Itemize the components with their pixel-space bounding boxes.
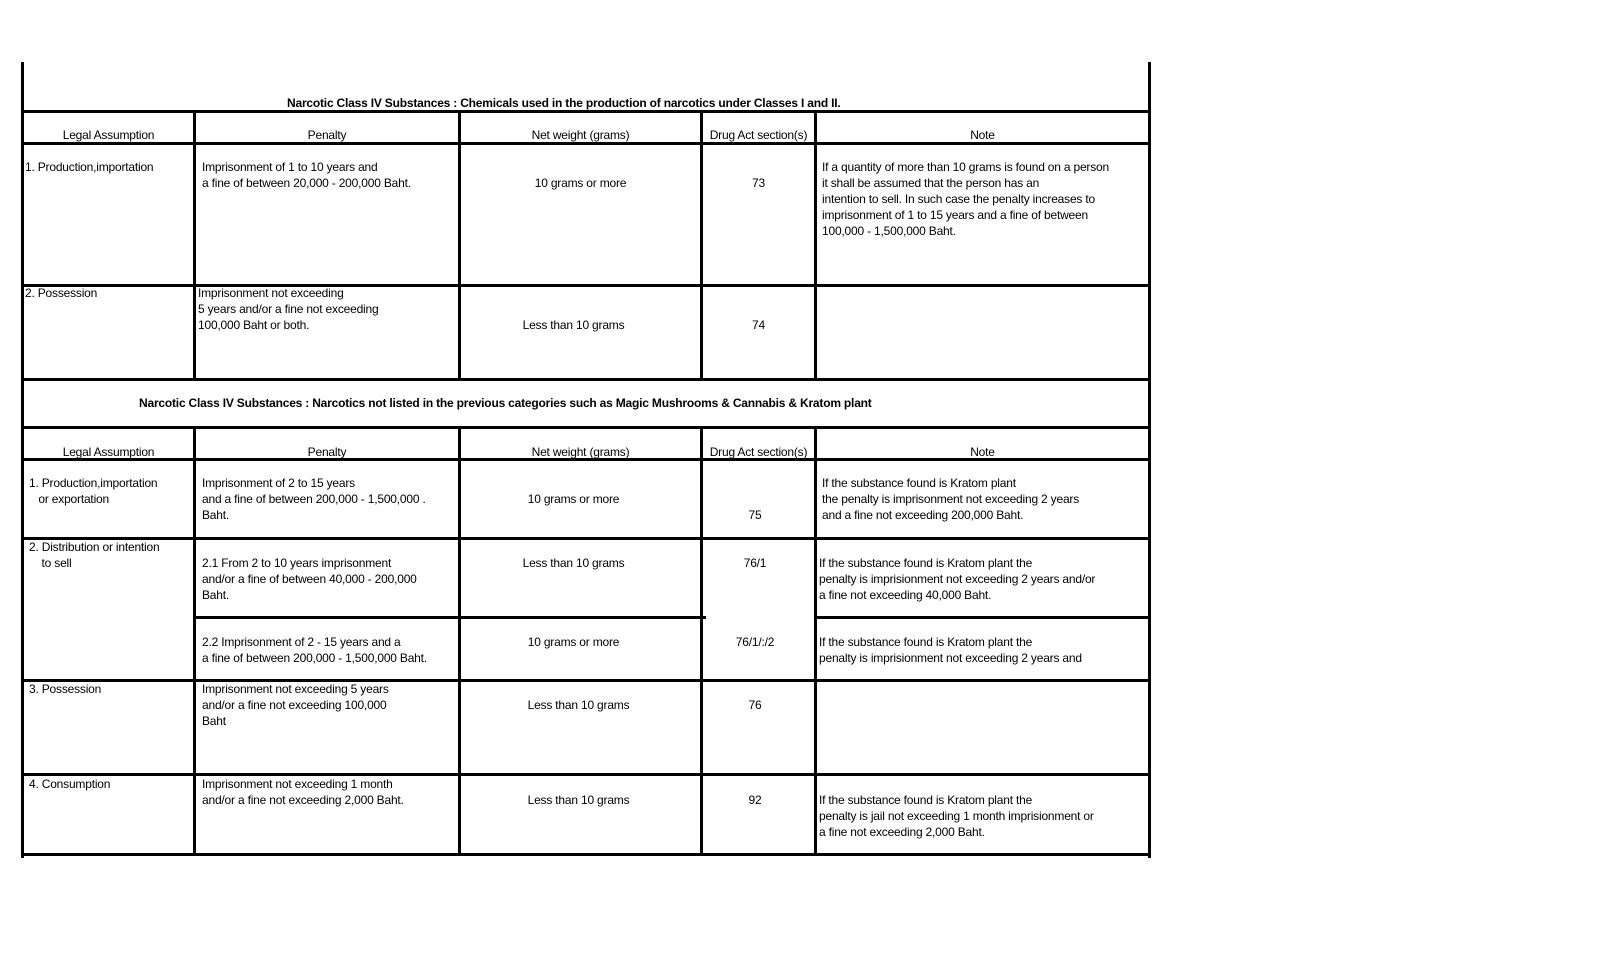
row-divider — [21, 773, 1151, 776]
column-divider — [814, 426, 817, 856]
header-drug-act-section: Drug Act section(s) — [709, 445, 808, 459]
penalty-cell: Imprisonment not exceeding 5 years and/or a fine not exceeding 100,000 Baht or both. — [198, 286, 379, 332]
column-divider — [814, 110, 817, 380]
column-divider — [700, 110, 703, 380]
net-weight-cell: Less than 10 grams — [527, 698, 630, 712]
header-penalty: Penalty — [307, 128, 347, 142]
row-divider — [21, 679, 1151, 682]
note-cell: If the substance found is Kratom plant the penalty is imprisionment not exceeding 2 years and — [819, 635, 1082, 665]
legal-assumption-cell: 1. Production,importation — [25, 160, 154, 174]
column-divider — [193, 110, 196, 380]
net-weight-cell: Less than 10 grams — [522, 556, 625, 570]
note-cell: If the substance found is Kratom plant the penalty is imprisonment not exceeding 2 years and a fine not exceeding 200,000 Baht. — [822, 476, 1080, 522]
section-cell: 75 — [748, 508, 762, 522]
header-penalty: Penalty — [307, 445, 347, 459]
header-legal-assumption: Legal Assumption — [62, 445, 155, 459]
legal-assumption-cell: 4. Consumption — [29, 777, 111, 791]
net-weight-cell: 10 grams or more — [534, 176, 627, 190]
row-divider — [21, 426, 1151, 429]
legal-assumption-cell: 2. Distribution or intention to sell — [29, 540, 160, 570]
header-note: Note — [970, 128, 995, 142]
column-divider — [193, 426, 196, 856]
penalty-cell: Imprisonment not exceeding 5 years and/or a fine not exceeding 100,000 Baht — [202, 682, 389, 728]
section-cell: 73 — [752, 176, 765, 190]
penalty-cell: Imprisonment not exceeding 1 month and/or a fine not exceeding 2,000 Baht. — [202, 777, 404, 807]
legal-assumption-cell: 1. Production,importation or exportation — [29, 476, 158, 506]
header-drug-act-section: Drug Act section(s) — [709, 128, 808, 142]
legal-assumption-cell: 2. Possession — [25, 286, 98, 300]
column-divider — [458, 110, 461, 380]
legal-assumption-cell: 3. Possession — [29, 682, 102, 696]
section-cell: 74 — [752, 318, 765, 332]
note-cell: If the substance found is Kratom plant the penalty is imprisionment not exceeding 2 years and/or a fine not exceeding 40,000 Baht. — [819, 556, 1096, 602]
section2-title: Narcotic Class IV Substances : Narcotics not listed in the previous categories such as Magic Mushrooms & Cannabis & Kratom plant — [139, 396, 872, 410]
section1-title: Narcotic Class IV Substances : Chemicals used in the production of narcotics under Classes I and II. — [287, 96, 841, 110]
header-legal-assumption: Legal Assumption — [62, 128, 155, 142]
net-weight-cell: 10 grams or more — [527, 492, 620, 506]
note-cell: If the substance found is Kratom plant the penalty is jail not exceeding 1 month imprisionment or a fine not exceeding 2,000 Baht. — [819, 793, 1094, 839]
section-cell: 76 — [748, 698, 762, 712]
penalty-cell: Imprisonment of 2 to 15 years and a fine of between 200,000 - 1,500,000 . Baht. — [202, 476, 426, 522]
section-cell: 92 — [748, 793, 762, 807]
header-net-weight: Net weight (grams) — [531, 445, 630, 459]
section-cell: 76/1 — [743, 556, 767, 570]
table-border-bottom — [21, 853, 1151, 856]
header-note: Note — [970, 445, 995, 459]
net-weight-cell: Less than 10 grams — [527, 793, 630, 807]
penalty-cell: 2.1 From 2 to 10 years imprisonment and/or a fine of between 40,000 - 200,000 Baht. — [202, 556, 417, 602]
penalty-cell: 2.2 Imprisonment of 2 - 15 years and a a fine of between 200,000 - 1,500,000 Baht. — [202, 635, 427, 665]
header-net-weight: Net weight (grams) — [531, 128, 630, 142]
note-cell: If a quantity of more than 10 grams is found on a person it shall be assumed that the person has an intention to sell. In such case the penalty increases to imprisonment of 1 to 15 years and a fine of between 100,000 - 1,500,000 Baht. — [822, 160, 1109, 238]
row-divider — [21, 378, 1151, 381]
section-cell: 76/1/:/2 — [735, 635, 775, 649]
row-divider — [21, 284, 1151, 287]
penalty-cell: Imprisonment of 1 to 10 years and a fine of between 20,000 - 200,000 Baht. — [202, 160, 411, 190]
net-weight-cell: 10 grams or more — [527, 635, 620, 649]
row-divider — [817, 616, 1151, 619]
net-weight-cell: Less than 10 grams — [522, 318, 625, 332]
row-divider — [193, 616, 706, 619]
row-divider — [21, 537, 1151, 540]
